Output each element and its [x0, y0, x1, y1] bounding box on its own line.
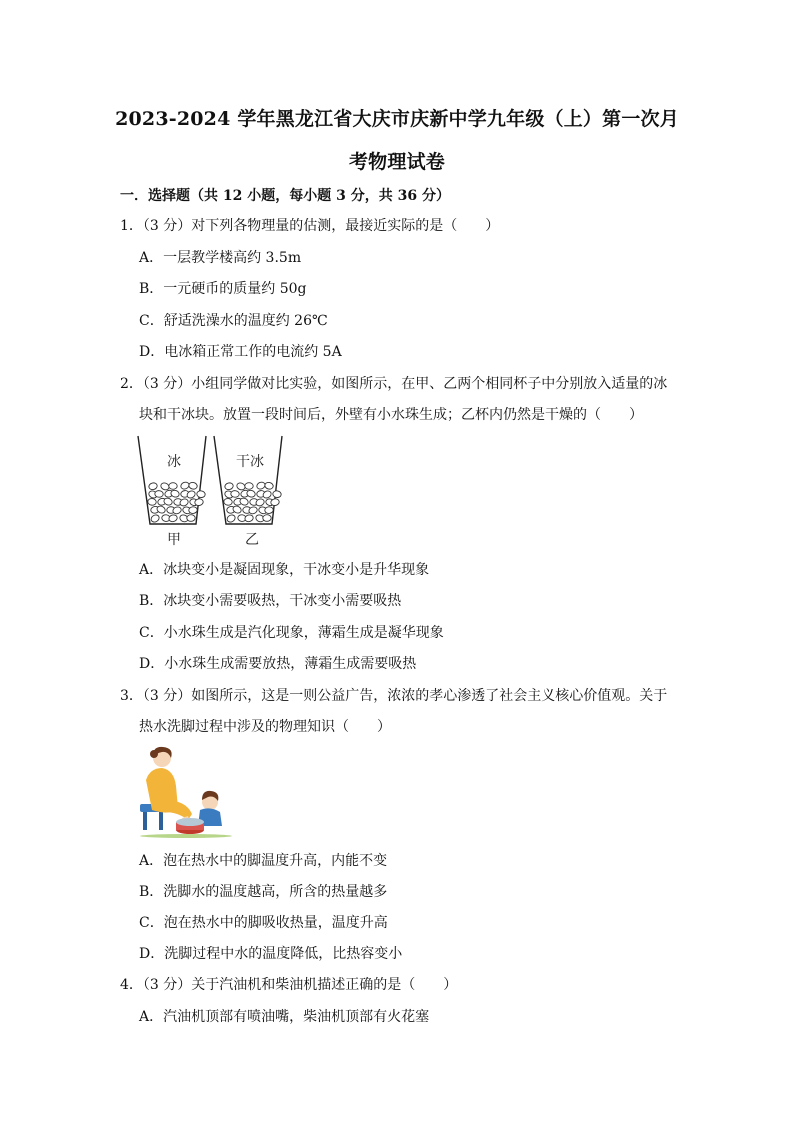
ice-cube	[187, 515, 196, 522]
exam-title-line1: 2023-2024 学年黑龙江省大庆市庆新中学九年级（上）第一次月	[115, 108, 679, 130]
question-2-stem: 2．（3 分）小组同学做对比实验，如图所示，在甲、乙两个相同杯子中分别放入适量的冰	[120, 376, 668, 392]
question-3-option-d: D．洗脚过程中水的温度降低，比热容变小	[139, 946, 403, 962]
section-heading: 一．选择题（共 12 小题，每小题 3 分，共 36 分）	[120, 188, 450, 204]
question-1-option-c: C．舒适洗澡水的温度约 26℃	[139, 313, 328, 329]
question-1-stem: 1．（3 分）对下列各物理量的估测，最接近实际的是（ ）	[120, 218, 500, 234]
ice-cube	[245, 483, 253, 490]
ice-cube	[156, 505, 166, 515]
question-1-option-d: D．电冰箱正常工作的电流约 5A	[139, 344, 342, 360]
question-3-option-a: A．泡在热水中的脚温度升高，内能不变	[139, 853, 388, 869]
question-2-option-d: D．小水珠生成需要放热，薄霜生成需要吸热	[139, 656, 417, 672]
exam-title-line2: 考物理试卷	[348, 151, 445, 173]
cup-1-caption: 甲	[167, 532, 181, 548]
ice-cube	[188, 482, 198, 490]
question-4-option-a: A．汽油机顶部有喷油嘴，柴油机顶部有火花塞	[139, 1009, 430, 1025]
foot-washing-illustration	[134, 742, 238, 838]
ice-cube	[148, 482, 158, 490]
ice-cube	[232, 505, 242, 515]
ice-cube	[244, 514, 254, 523]
cup-2-caption: 乙	[245, 532, 259, 548]
ice-cube	[264, 482, 274, 490]
question-2-stem-continued: 块和干冰块。放置一段时间后，外壁有小水珠生成；乙杯内仍然是干燥的（ ）	[139, 407, 643, 423]
question-2-option-a: A．冰块变小是凝固现象，干冰变小是升华现象	[139, 562, 430, 578]
question-2-option-b: B．冰块变小需要吸热，干冰变小需要吸热	[139, 593, 402, 609]
question-1-option-a: A．一层教学楼高约 3.5m	[139, 250, 302, 266]
ice-cube	[150, 514, 161, 524]
cup-1-label: 冰	[167, 454, 181, 470]
cups-figure	[134, 432, 284, 548]
ice-cube	[263, 515, 272, 522]
cup-2-label: 干冰	[236, 454, 264, 470]
ice-cube	[169, 483, 177, 490]
ice-cube	[168, 514, 178, 523]
ice-cube	[224, 482, 234, 490]
question-3-option-b: B．洗脚水的温度越高，所含的热量越多	[139, 884, 388, 900]
ice-cube	[231, 490, 240, 497]
ice-cube	[272, 490, 281, 498]
ice-cube	[223, 498, 232, 506]
ice-cube	[188, 506, 197, 513]
question-3-stem-continued: 热水洗脚过程中涉及的物理知识（ ）	[139, 719, 391, 735]
ice-cube	[196, 490, 205, 498]
question-3-stem: 3．（3 分）如图所示，这是一则公益广告，浓浓的孝心渗透了社会主义核心价值观。关于	[120, 688, 668, 704]
ice-cube	[147, 498, 156, 506]
ice-cube	[226, 514, 237, 524]
question-4-stem: 4．（3 分）关于汽油机和柴油机描述正确的是（ ）	[120, 977, 458, 993]
question-1-option-b: B．一元硬币的质量约 50g	[139, 281, 307, 297]
question-2-option-c: C．小水珠生成是汽化现象，薄霜生成是凝华现象	[139, 625, 444, 641]
ice-cube	[155, 490, 164, 497]
question-3-option-c: C．泡在热水中的脚吸收热量，温度升高	[139, 915, 388, 931]
ice-cube	[264, 506, 273, 513]
